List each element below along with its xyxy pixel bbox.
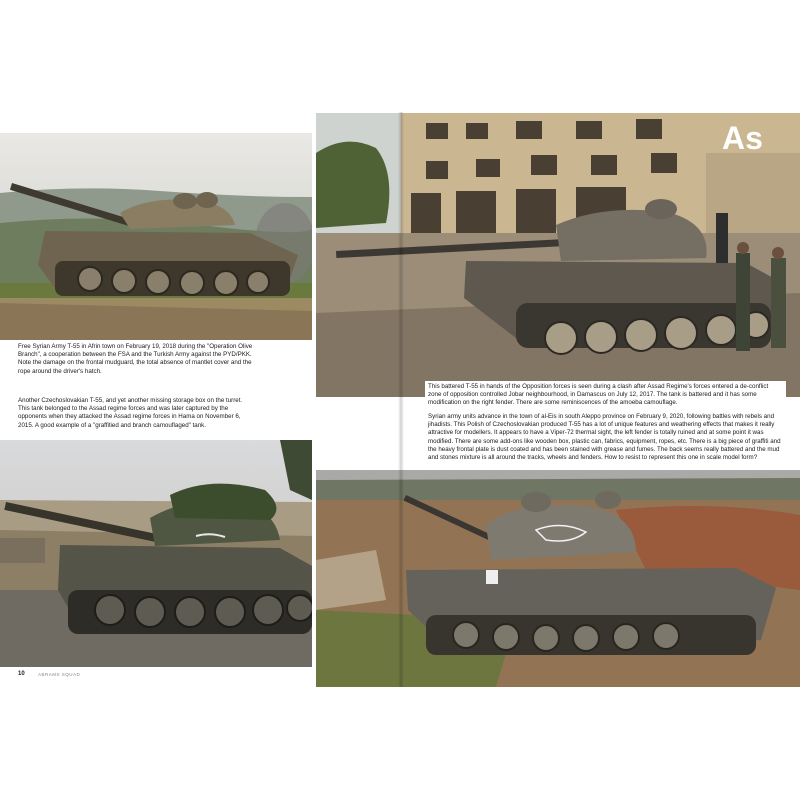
caption-photo-3 (425, 381, 786, 410)
photo-fsa-t55-afrin-image (0, 133, 312, 340)
photo-syrian-t55-aleppo-image (316, 470, 800, 687)
photo-czech-t55-hama (0, 440, 312, 667)
photo-fsa-t55-afrin (0, 133, 312, 340)
photo-opposition-t55-jobar-image (316, 113, 800, 397)
photo-czech-t55-hama-image (0, 440, 312, 667)
caption-photo-4 (425, 411, 789, 464)
photo-opposition-t55-jobar (316, 113, 800, 397)
publisher-logo-text: As (722, 120, 763, 155)
caption-photo-2 (18, 397, 254, 430)
caption-text-2: Another Czechoslovakian T-55, and yet another missing storage box on the turret. This tank belonged to the Assad regime forces and was later captured by the opponents when they attacked the Assad regime forces in Hama on November 6, 2015. A good example of a "graffitied and branch camouflaged" tank. (18, 397, 243, 429)
spread-gutter (398, 112, 404, 687)
publisher-logo (722, 119, 782, 155)
photo-syrian-t55-aleppo (316, 470, 800, 687)
caption-text-1: Free Syrian Army T-55 in Afrin town on February 19, 2018 during the "Operation Olive Branch", a cooperation between the FSA and the Turkish Army against the PYD/PKK. Note the damage on the frontal mudguard, the total absence of mantlet cover and the rope around the driver's hatch. (18, 343, 253, 375)
caption-photo-1 (18, 343, 258, 376)
caption-text-3: This battered T-55 in hands of the Opposition forces is seen during a clash after Assad Regime's forces entered a de-conflict zone of opposition controlled Jobar neighbourhood, in Damascus on July 12, 2017. The tank is battered and it has some modification on the right fender. There are some reminiscences of the amoeba camouflage. (428, 383, 769, 407)
page-number: 10 (18, 671, 25, 677)
caption-text-4: Syrian army units advance in the town of al-Eis in south Aleppo province on February 9, 2020, following battles with rebels and jihadists. This Polish of Czechoslovakian produced T-55 has a lot of unique features and weathering effects that makes it really attractive for modellers. It appears to have a Viper-72 thermal sight, the left fender is totally ruined and at some point it was modified. There are some add-ons like wooden box, plastic can, fabrics, equipment, ropes, etc. There is a big piece of graffiti and the heavy frontal plate is dust coated and has been stained with grease and fumes. The back seems really battered and the mud and stones mixture is all around the tracks, wheels and fenders. How to resist to represent this one in scale model form? (428, 413, 781, 462)
running-footer: ABRAMS SQUAD (38, 672, 81, 677)
